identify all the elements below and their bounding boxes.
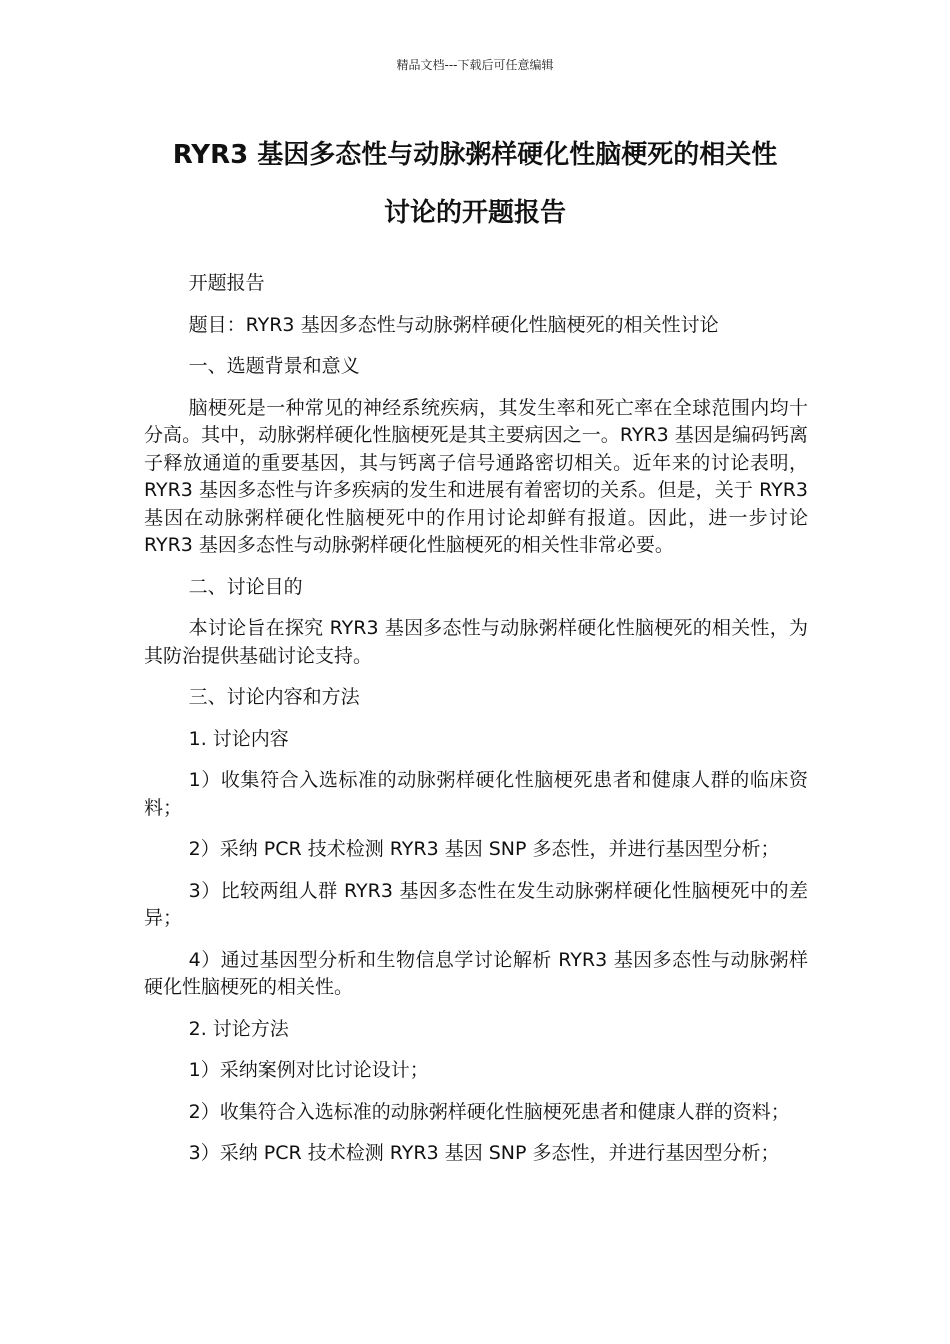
heading-report: 开题报告 [188, 272, 265, 294]
title-line-1: RYR3 基因多态性与动脉粥样硬化性脑梗死的相关性 [172, 140, 778, 170]
method-item-1: 1）采纳案例对比讨论设计； [188, 1059, 429, 1081]
content-item-4: 4）通过基因型分析和生物信息学讨论解析 RYR3 基因多态性与动脉粥样硬化性脑梗死的相关性。 [144, 948, 808, 998]
section-heading-background: 一、选题背景和意义 [188, 355, 360, 377]
purpose-paragraph: 本讨论旨在探究 RYR3 基因多态性与动脉粥样硬化性脑梗死的相关性，为其防治提供基础讨论支持。 [144, 617, 808, 667]
method-item-3: 3）采纳 PCR 技术检测 RYR3 基因 SNP 多态性，并进行基因型分析； [188, 1142, 780, 1164]
subheading-content: 1. 讨论内容 [188, 727, 289, 750]
topic-line: 题目：RYR3 基因多态性与动脉粥样硬化性脑梗死的相关性讨论 [188, 313, 719, 336]
section-heading-content-method: 三、讨论内容和方法 [188, 686, 360, 708]
subheading-method: 2. 讨论方法 [188, 1017, 289, 1040]
title-line-2: 讨论的开题报告 [383, 198, 566, 228]
content-item-2: 2）采纳 PCR 技术检测 RYR3 基因 SNP 多态性，并进行基因型分析； [188, 838, 780, 860]
background-paragraph: 脑梗死是一种常见的神经系统疾病，其发生率和死亡率在全球范围内均十分高。其中，动脉粥样硬化性脑梗死是其主要病因之一。RYR3 基因是编码钙离子释放通道的重要基因，其与钙离子信号通路密切相关。近年来的讨论表明，RYR3 基因多态性与许多疾病的发生和进展有着密切的关系。但是，关于 RYR3 基因在动脉粥样硬化性脑梗死中的作用讨论却鲜有报道。因此，进一步讨论 RYR3 基因多态性与动脉粥样硬化性脑梗死的相关性非常必要。 [144, 396, 808, 556]
section-heading-purpose: 二、讨论目的 [188, 575, 303, 598]
document-body [144, 270, 808, 1182]
content-item-1: 1）收集符合入选标准的动脉粥样硬化性脑梗死患者和健康人群的临床资料； [144, 769, 808, 819]
document-title [120, 126, 830, 242]
method-item-2: 2）收集符合入选标准的动脉粥样硬化性脑梗死患者和健康人群的资料； [188, 1100, 790, 1123]
content-item-3: 3）比较两组人群 RYR3 基因多态性在发生动脉粥样硬化性脑梗死中的差异； [144, 879, 808, 929]
page-header: 精品文档---下载后可任意编辑 [396, 58, 554, 72]
